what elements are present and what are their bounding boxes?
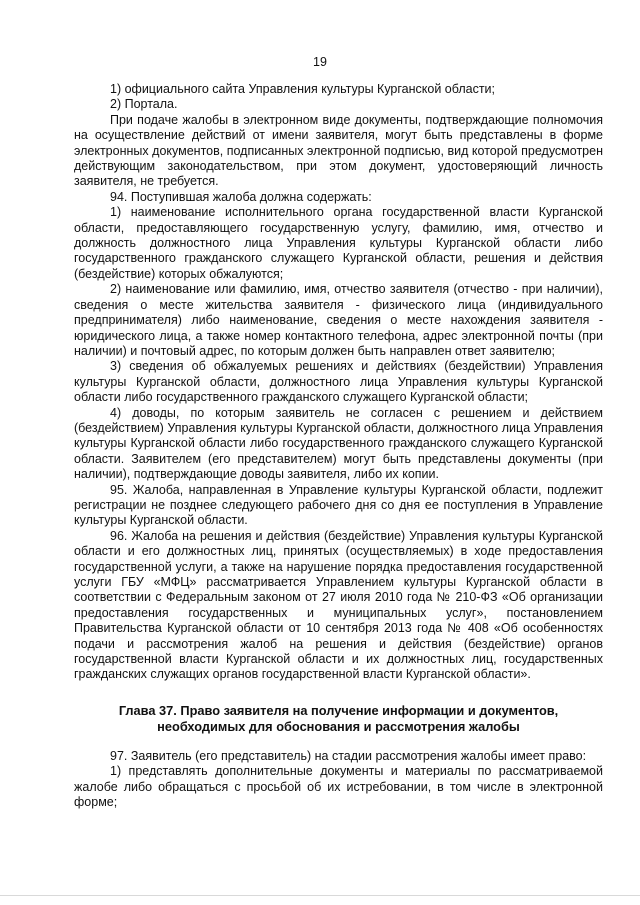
paragraph: 1) представлять дополнительные документы и материалы по рассматриваемой жалобе либо обращаться с просьбой об их истребовании, в том числе в электронной форме; (74, 764, 603, 810)
document-body (74, 82, 603, 810)
paragraph: 95. Жалоба, направленная в Управление культуры Курганской области, подлежит регистрации не позднее следующего рабочего дня со дня ее поступления в Управление культуры Курганской области. (74, 482, 603, 528)
chapter-heading-line: необходимых для обоснования и рассмотрения жалобы (157, 718, 520, 734)
page-number: 19 (313, 55, 327, 69)
chapter-heading (74, 703, 603, 735)
paragraph: 1) наименование исполнительного органа государственной власти Курганской области, предоставляющего государственную услугу, фамилию, имя, отчество и должность должностного лица Управления культуры Курганской области либо государственного гражданского служащего Курганской области, решения и действия (бездействие) которых обжалуются; (74, 205, 603, 281)
paragraph: 3) сведения об обжалуемых решениях и действиях (бездействии) Управления культуры Курганской области, должностного лица Управления культуры Курганской области либо государственного гражданского служащего Курганской области; (74, 359, 603, 405)
paragraph: 96. Жалоба на решения и действия (бездействие) Управления культуры Курганской области и его должностных лиц, принятых (осуществляемых) в ходе предоставления государственной услуги, а также на нарушение порядка предоставления государственной услуги ГБУ «МФЦ» рассматривается Управлением культуры Курганской области в соответствии с Федеральным законом от 27 июля 2010 года № 210-ФЗ «Об организации предоставления государственных и муниципальных услуг», постановлением Правительства Курганской области от 10 сентября 2013 года № 408 «Об особенностях подачи и рассмотрения жалоб на решения и действия (бездействие) органов государственной власти Курганской области и их должностных лиц, государственных гражданских служащих органов государственной власти Курганской области». (74, 528, 603, 682)
paragraph: 4) доводы, по которым заявитель не согласен с решением и действием (бездействием) Управления культуры Курганской области, должностного лица Управления культуры Курганской области либо государственного гражданского служащего Курганской области. Заявителем (его представителем) могут быть представлены документы (при наличии), подтверждающие доводы заявителя, либо их копии. (74, 405, 603, 482)
paragraph: 1) официального сайта Управления культуры Курганской области; (110, 82, 496, 96)
paragraph: 97. Заявитель (его представитель) на стадии рассмотрения жалобы имеет право: (110, 748, 587, 763)
paragraph: 2) наименование или фамилию, имя, отчество заявителя (отчество - при наличии), сведения о месте жительства заявителя - физического лица (индивидуального предпринимателя) либо наименование, сведения о месте нахождения заявителя - юридического лица, а также номер контактного телефона, адрес электронной почты (при наличии) и почтовый адрес, по которым должен быть направлен ответ заявителю; (74, 282, 603, 358)
paragraph: При подаче жалобы в электронном виде документы, подтверждающие полномочия на осуществление действий от имени заявителя, могут быть представлены в форме электронных документов, подписанных электронной подписью, вид которой предусмотрен действующим законодательством, при этом документ, удостоверяющий личность заявителя, не требуется. (74, 112, 603, 189)
chapter-heading-line: Глава 37. Право заявителя на получение информации и документов, (118, 702, 559, 718)
paragraph: 94. Поступившая жалоба должна содержать: (110, 189, 372, 204)
page-bottom-edge (0, 895, 640, 896)
paragraph: 2) Портала. (110, 97, 178, 112)
